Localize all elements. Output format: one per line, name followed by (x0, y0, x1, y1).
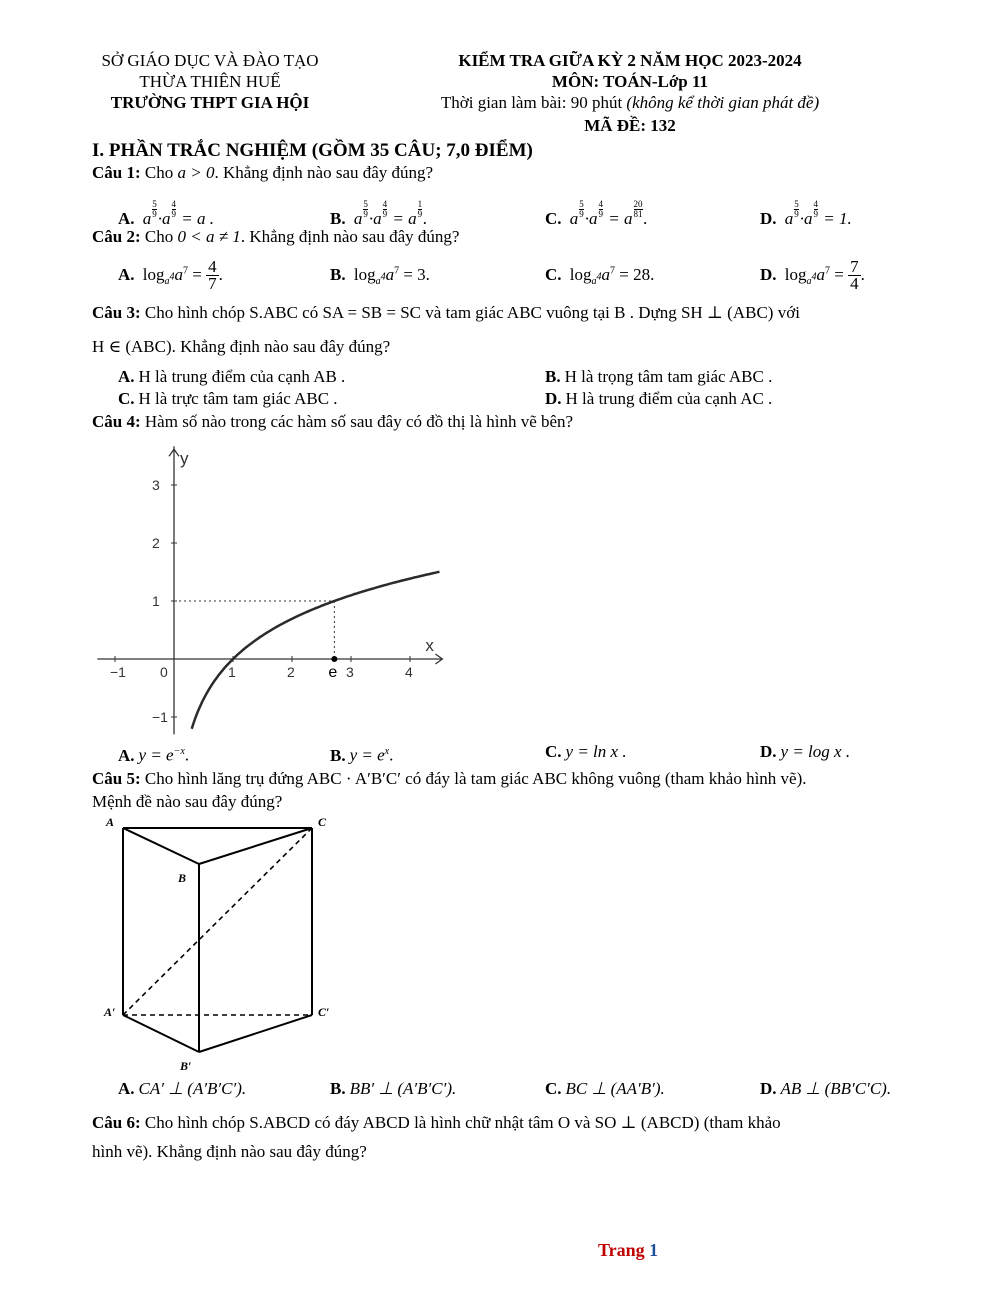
department-name: SỞ GIÁO DỤC VÀ ĐÀO TẠO (101, 51, 319, 70)
y-tick-label: −1 (152, 709, 168, 725)
y-tick-label: 1 (152, 593, 160, 609)
q4-option-c[interactable] (545, 740, 627, 764)
q5-text-line2: Mệnh đề nào sau đây đúng? (92, 792, 283, 811)
q1-option-b[interactable]: B. a $\frac{5}{9}$ ·a $\frac{4}{9}$ = a $\frac{1}{9}$ . (330, 199, 428, 228)
q2-option-a[interactable]: A. $\log_{a^4}a^7$ = $\frac{4}{7}$ . (118, 257, 223, 294)
option-text: BC ⊥ (AA′B′). (565, 1079, 665, 1098)
option-label: C. (545, 208, 562, 228)
q1-option-c[interactable]: C. a $\frac{5}{9}$ ·a $\frac{4}{9}$ = a $\frac{20}{81}$ . (545, 199, 648, 228)
option-label: B. (545, 367, 561, 386)
option-text: AB ⊥ (BB′C′C). (780, 1079, 892, 1098)
option-label: D. (545, 389, 562, 408)
option-text: H là trực tâm tam giác ABC . (138, 389, 338, 408)
q4-option-b[interactable]: B. $y = e^x$. (330, 745, 394, 765)
q2-option-b[interactable]: B. $\log_{a^4}a^7 = 3$. (330, 264, 430, 288)
edge-bc (199, 828, 312, 864)
q4-option-d[interactable] (760, 740, 850, 764)
time-note: (không kể thời gian phát đề) (626, 93, 820, 112)
x-axis-label: x (425, 636, 434, 655)
q2-text: Cho (140, 227, 178, 246)
option-label: A. (118, 1079, 135, 1098)
question-3 (92, 302, 800, 324)
q4-option-a[interactable]: A. $y = e^{-x}$. (118, 745, 190, 765)
q4-text: Hàm số nào trong các hàm số sau đây có đồ thị là hình vẽ bên? (140, 412, 574, 431)
edge-ab (123, 828, 199, 864)
page-num: 1 (649, 1240, 659, 1260)
exam-title: KIỂM TRA GIỮA KỲ 2 NĂM HỌC 2023-2024 (458, 51, 802, 70)
question-1 (92, 162, 433, 184)
q5-option-c[interactable] (545, 1077, 665, 1101)
option-label: C. (118, 389, 135, 408)
q2-option-c[interactable]: C. $\log_{a^4}a^7 = 28$. (545, 264, 655, 288)
option-text: CA′ ⊥ (A′B′C′). (138, 1079, 247, 1098)
question-2 (92, 226, 459, 248)
q3-option-c[interactable] (118, 387, 338, 411)
q3-option-d[interactable] (545, 387, 772, 411)
e-tick-label: e (328, 664, 338, 681)
vertex-a: A (106, 815, 115, 829)
q2-condition: 0 < a ≠ 1 (177, 227, 241, 246)
option-label: B. (330, 745, 346, 765)
q6-text-line2: hình vẽ). Khẳng định nào sau đây đúng? (92, 1142, 367, 1161)
q5-text-line1: Cho hình lăng trụ đứng ABC · A′B′C′ có đáy là tam giác ABC không vuông (tham khảo hình vẽ). (140, 769, 807, 788)
vertex-a1: A′ (104, 1005, 116, 1019)
option-label: A. (118, 745, 135, 765)
option-label: C. (545, 1079, 562, 1098)
x-tick-label: 2 (287, 664, 295, 680)
q3-label: Câu 3: (92, 303, 141, 322)
x-tick-label: 1 (228, 664, 236, 680)
option-text: BB′ ⊥ (A′B′C′). (349, 1079, 457, 1098)
option-label: B. (330, 264, 346, 284)
option-label: C. (545, 742, 562, 761)
option-label: B. (330, 1079, 346, 1098)
time-text: Thời gian làm bài: 90 phút (440, 93, 627, 112)
q3-option-b[interactable] (545, 365, 772, 389)
diagonal-ca1 (123, 828, 312, 1015)
province-name: THỪA THIÊN HUẾ (139, 72, 281, 91)
option-exponent: x (384, 746, 390, 757)
option-label: A. (118, 367, 135, 386)
q3-text-line2: H ∈ (ABC). Khẳng định nào sau đây đúng? (92, 337, 391, 356)
exam-code: MÃ ĐỀ: 132 (584, 116, 676, 135)
vertex-b1: B′ (180, 1059, 192, 1072)
option-label: C. (545, 264, 562, 284)
x-tick-label: 4 (405, 664, 413, 680)
q1-text-end: . Khẳng định nào sau đây đúng? (214, 163, 434, 182)
curve-ln-x (192, 572, 440, 729)
header-left (60, 50, 360, 113)
section-title: I. PHẦN TRẮC NGHIỆM (GỒM 35 CÂU; 7,0 ĐIỂM) (92, 140, 533, 161)
option-label: A. (118, 264, 135, 284)
question-6 (92, 1112, 781, 1134)
header-right (360, 50, 900, 113)
q3-option-a[interactable] (118, 365, 345, 389)
option-text: y = e (138, 745, 174, 765)
vertex-c1: C′ (318, 1005, 330, 1019)
option-label: A. (118, 208, 135, 228)
q4-label: Câu 4: (92, 412, 141, 431)
q6-label: Câu 6: (92, 1113, 141, 1132)
question-5 (92, 768, 807, 790)
x-tick-label: 3 (346, 664, 354, 680)
option-text: y = ln x . (565, 742, 627, 761)
q1-option-a[interactable]: A. a $\frac{5}{9}$ ·a $\frac{4}{9}$ = a . (118, 199, 215, 228)
edge-a1b1 (123, 1015, 199, 1052)
q6-text-line1: Cho hình chóp S.ABCD có đáy ABCD là hình chữ nhật tâm O và SO ⊥ (ABCD) (tham khảo (140, 1113, 781, 1132)
y-tick-label: 2 (152, 535, 160, 551)
school-name: TRƯỜNG THPT GIA HỘI (110, 93, 310, 112)
q3-text-line1: Cho hình chóp S.ABC có SA = SB = SC và tam giác ABC vuông tại B . Dựng SH ⊥ (ABC) với (140, 303, 800, 322)
q5-option-a[interactable] (118, 1077, 246, 1101)
vertex-c: C (318, 815, 327, 829)
page-number (598, 1240, 658, 1261)
q1-text: Cho (140, 163, 178, 182)
y-axis-label: y (180, 449, 189, 469)
vertex-b: B (178, 871, 187, 885)
option-text: H là trọng tâm tam giác ABC . (564, 367, 773, 386)
q1-label: Câu 1: (92, 163, 141, 182)
q5-label: Câu 5: (92, 769, 141, 788)
option-label: D. (760, 208, 777, 228)
q1-condition: a > 0 (177, 163, 215, 182)
y-tick-label: 3 (152, 477, 160, 493)
option-label: D. (760, 1079, 777, 1098)
q1-option-d[interactable]: D. a $\frac{5}{9}$ ·a $\frac{4}{9}$ = 1. (760, 199, 852, 228)
option-exponent: −x (173, 746, 185, 757)
edge-b1c1 (199, 1015, 312, 1052)
option-text: y = e (349, 745, 385, 765)
option-text: y = log x . (780, 742, 851, 761)
option-text: H là trung điểm của cạnh AC . (565, 389, 773, 408)
page-word: Trang (598, 1240, 650, 1260)
x-tick-label: 0 (160, 664, 168, 680)
option-text: H là trung điểm của cạnh AB . (138, 367, 346, 386)
option-label: D. (760, 742, 777, 761)
q2-label: Câu 2: (92, 227, 141, 246)
q2-option-d[interactable]: D. $\log_{a^4}a^7$ = $\frac{7}{4}$ . (760, 257, 865, 294)
option-label: B. (330, 208, 346, 228)
x-tick-label: −1 (110, 664, 126, 680)
option-label: D. (760, 264, 777, 284)
subject-name: MÔN: TOÁN-Lớp 11 (551, 72, 709, 91)
prism-figure (100, 812, 350, 1072)
question-4 (92, 411, 573, 433)
function-graph (90, 438, 460, 738)
q5-option-b[interactable] (330, 1077, 456, 1101)
time-allowed (360, 92, 900, 113)
q2-text-end: . Khẳng định nào sau đây đúng? (240, 227, 460, 246)
q5-option-d[interactable] (760, 1077, 891, 1101)
point-e (331, 656, 337, 662)
